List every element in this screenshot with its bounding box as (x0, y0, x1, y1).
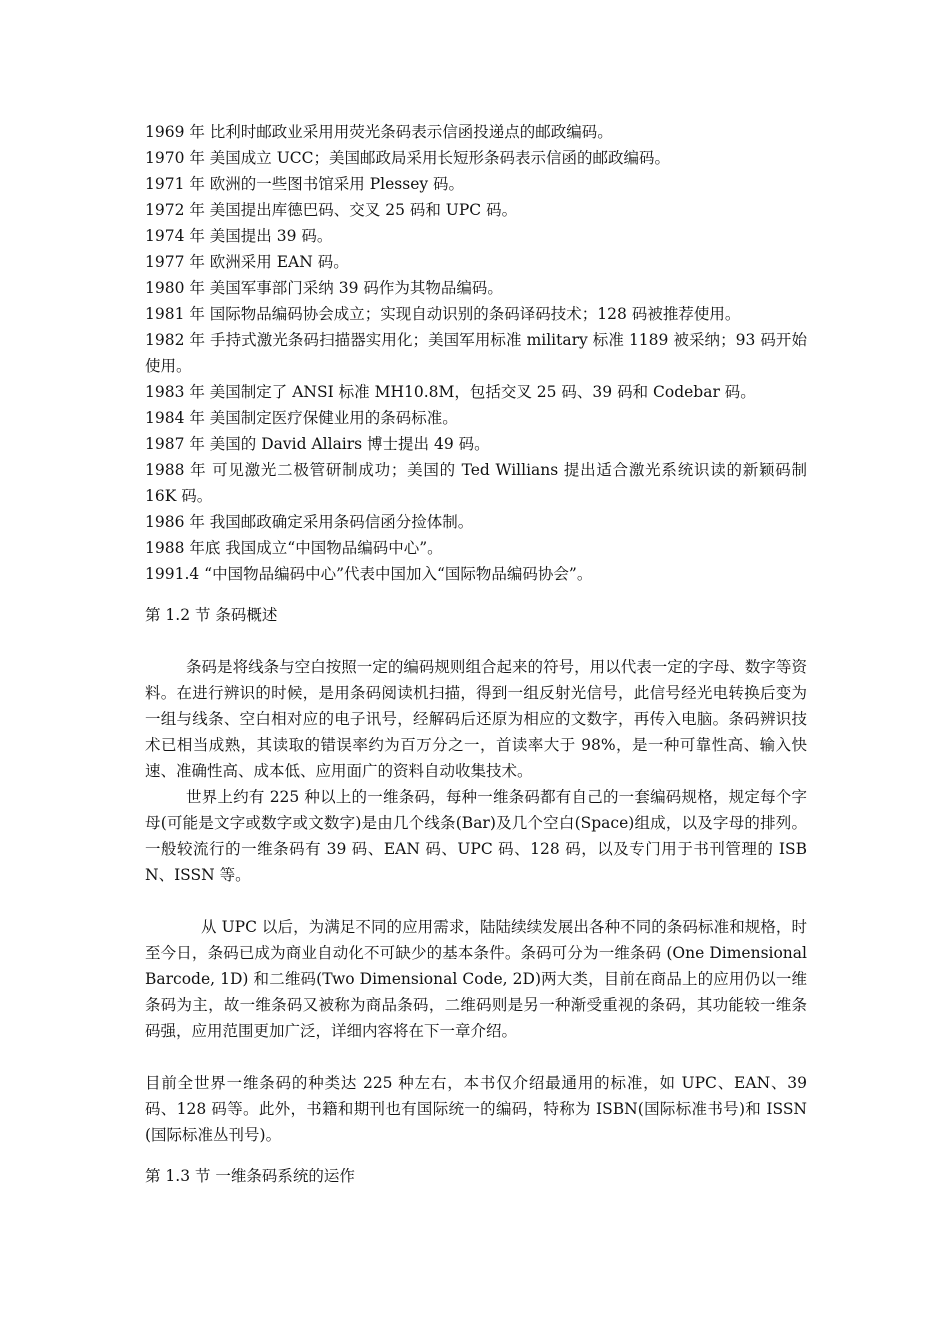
timeline-entry: 1986 年 我国邮政确定采用条码信函分捡体制。 (145, 513, 474, 531)
timeline-entry: 1974 年 美国提出 39 码。 (145, 227, 333, 245)
timeline-entry: 1971 年 欧洲的一些图书馆采用 Plessey 码。 (145, 175, 465, 193)
paragraph-1d-barcode-types: 世界上约有 225 种以上的一维条码，每种一维条码都有自己的一套编码规格，规定每个字母(可能是文字或数字或文数字)是由几个线条(Bar)及几个空白(Space)组成，以及字母的排列。一般较流行的一维条码有 39 码、EAN 码、UPC 码、128 码，以及专门用于书刊管理的 ISBN、ISSN 等。 (145, 788, 807, 884)
document-page (145, 119, 807, 1189)
timeline-entry: 1991.4 “中国物品编码中心”代表中国加入“国际物品编码协会”。 (145, 565, 593, 583)
timeline-entry: 1980 年 美国军事部门采纳 39 码作为其物品编码。 (145, 279, 503, 297)
timeline-entry: 1977 年 欧洲采用 EAN 码。 (145, 253, 349, 271)
timeline-entry: 1981 年 国际物品编码协会成立；实现自动识别的条码译码技术；128 码被推荐使用。 (145, 305, 741, 323)
timeline-entry: 1970 年 美国成立 UCC；美国邮政局采用长短形条码表示信函的邮政编码。 (145, 149, 671, 167)
timeline-entry: 1987 年 美国的 David Allairs 博士提出 49 码。 (145, 435, 490, 453)
paragraph-barcode-development: 从 UPC 以后，为满足不同的应用需求，陆陆续续发展出各种不同的条码标准和规格，时至今日，条码已成为商业自动化不可缺少的基本条件。条码可分为一维条码 (One Dimensional Barcode, 1D) 和二维码(Two Dimensional Code, 2D)两大类，目前在商品上的应用仍以一维条码为主，故一维条码又被称为商品条码，二维码则是另一种渐受重视的条码，其功能较一维条码强，应用范围更加广泛，详细内容将在下一章介绍。 (145, 918, 807, 1040)
timeline-entry: 1969 年 比利时邮政业采用用荧光条码表示信函投递点的邮政编码。 (145, 123, 613, 141)
timeline-entry: 1982 年 手持式激光条码扫描器实用化；美国军用标准 military 标准 1189 被采纳；93 码开始使用。 (145, 331, 807, 375)
barcode-history-timeline (145, 119, 807, 587)
timeline-entry: 1972 年 美国提出库德巴码、交叉 25 码和 UPC 码。 (145, 201, 518, 219)
paragraph-barcode-standards: 目前全世界一维条码的种类达 225 种左右，本书仅介绍最通用的标准，如 UPC、EAN、39 码、128 码等。此外，书籍和期刊也有国际统一的编码，特称为 ISBN(国际标准书号)和 ISSN(国际标准丛刊号)。 (145, 1074, 807, 1144)
timeline-entry: 1988 年 可见激光二极管研制成功；美国的 Ted Willians 提出适合激光系统识读的新颖码制 16K 码。 (145, 461, 807, 505)
timeline-entry: 1984 年 美国制定医疗保健业用的条码标准。 (145, 409, 458, 427)
timeline-entry: 1983 年 美国制定了 ANSI 标准 MH10.8M，包括交叉 25 码、39 码和 Codebar 码。 (145, 383, 756, 401)
section-heading-1-2: 第 1.2 节 条码概述 (145, 606, 278, 624)
paragraph-barcode-definition: 条码是将线条与空白按照一定的编码规则组合起来的符号，用以代表一定的字母、数字等资料。在进行辨识的时候，是用条码阅读机扫描，得到一组反射光信号，此信号经光电转换后变为一组与线条、空白相对应的电子讯号，经解码后还原为相应的文数字，再传入电脑。条码辨识技术已相当成熟，其读取的错误率约为百万分之一，首读率大于 98%，是一种可靠性高、输入快速、准确性高、成本低、应用面广的资料自动收集技术。 (145, 658, 807, 780)
timeline-entry: 1988 年底 我国成立“中国物品编码中心”。 (145, 539, 443, 557)
section-heading-1-3: 第 1.3 节 一维条码系统的运作 (145, 1167, 355, 1185)
